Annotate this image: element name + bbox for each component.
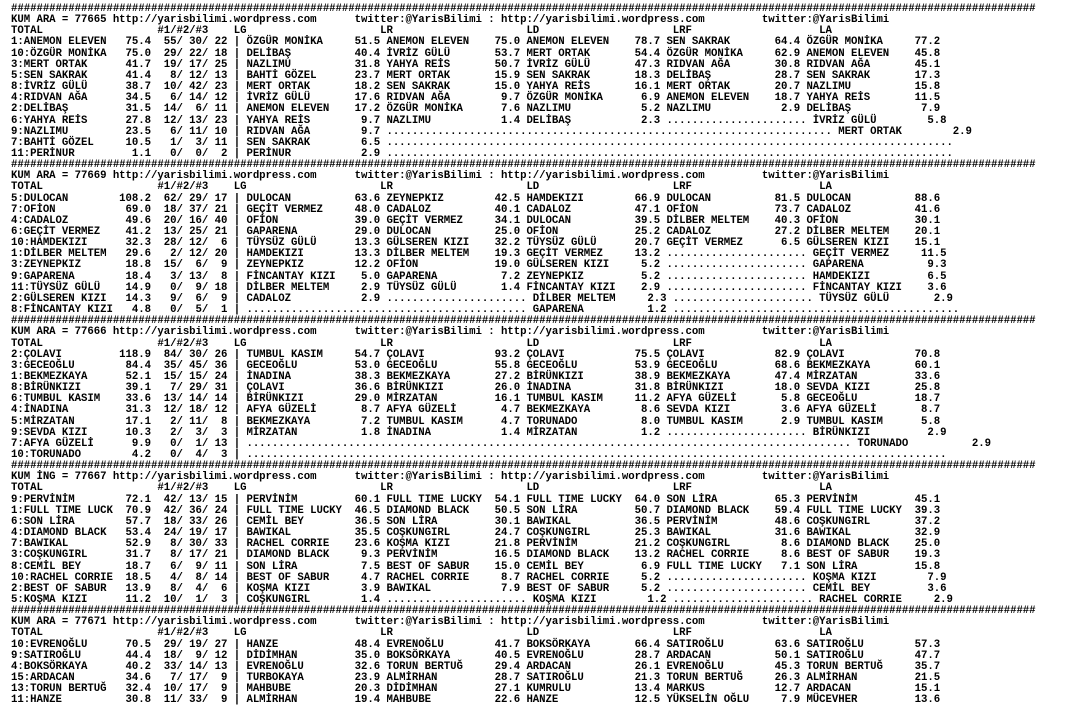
text-line: 1:ANEMON ELEVEN 75.4 55/ 30/ 22 | ÖZGÜR MONİKA 51.5 ANEMON ELEVEN 75.0 ANEMON ELEVEN 78.7 SEN SAKRAK 64.4 ÖZGÜR MONİKA 77.2	[11, 36, 941, 49]
text-line: 7:OFİON 69.0 18/ 37/ 21 | GEÇİT VERMEZ 48.0 CADALOZ 40.1 CADALOZ 47.1 OFİON 73.7 CADALOZ 41.6	[11, 203, 941, 216]
text-line: 5:MİRZATAN 17.1 2/ 11/ 8 | BEKMEZKAYA 7.2 TUMBUL KASIM 4.7 TORUNADO 8.0 TUMBUL KASIM 2.9 TUMBUL KASIM 5.8	[11, 415, 941, 428]
text-line: 2:DELİBAŞ 31.5 14/ 6/ 11 | ANEMON ELEVEN 17.2 ÖZGÜR MONİKA 7.6 NAZLIMU 5.2 NAZLIMU 2.9 DELİBAŞ 7.9	[11, 103, 941, 116]
text-line: 11:PERİNUR 1.1 0/ 0/ 2 | PERİNUR 2.9 .........................................................................................	[11, 147, 953, 160]
text-line: 8:CEMİL BEY 18.7 6/ 9/ 11 | SON LİRA 7.5 BEST OF SABUR 15.0 CEMİL BEY 6.9 FULL TIME LUCKY 7.1 SON LİRA 15.8	[11, 560, 941, 573]
text-line: 3:GECEOĞLU 84.4 35/ 45/ 36 | GECEOĞLU 53.0 GECEOĞLU 55.8 GECEOĞLU 53.9 GECEOĞLU 68.6 BEKMEZKAYA 60.1	[11, 359, 941, 372]
text-line: 10:RACHEL CORRIE 18.5 4/ 8/ 14 | BEST OF SABUR 4.7 RACHEL CORRIE 8.7 RACHEL CORRIE 5.2 ...................... KOŞMA KIZI 7.9	[11, 571, 947, 584]
text-line: TOTAL #1/#2/#3 LG LR LD LRF LA	[11, 25, 832, 38]
text-line: 15:ARDACAN 34.6 7/ 17/ 9 | TURBOKAYA 23.9 ALMİRHAN 28.7 SATIROĞLU 21.3 TORUN BERTUĞ 26.3 ALMİRHAN 21.5	[11, 672, 941, 684]
text-line: 9:SEVDA KIZI 10.3 2/ 3/ 3 | MİRZATAN 1.8 İNADINA 1.4 MİRZATAN 1.2 ...................... BİRÜNKIZI 2.9	[11, 426, 947, 439]
text-line: 5:KOŞMA KIZI 11.2 10/ 1/ 3 | COŞKUNGIRL 1.4 ...................... KOŞMA KIZI 1.2 ...................... RACHEL CORRIE 2.9	[11, 593, 953, 606]
text-line: 9:PERVİNİM 72.1 42/ 13/ 15 | PERVİNİM 60.1 FULL TIME LUCKY 54.1 FULL TIME LUCKY 64.0 SON LİRA 65.3 PERVİNİM 45.1	[11, 493, 941, 506]
text-line: 10:HAMDEKIZI 32.3 28/ 12/ 6 | TÜYSÜZ GÜLÜ 13.3 GÜLSEREN KIZI 32.2 TÜYSÜZ GÜLÜ 20.7 GEÇİT VERMEZ 6.5 GÜLSEREN KIZI 15.1	[11, 237, 941, 250]
text-line: 8:FİNCANTAY KIZI 4.8 0/ 5/ 1 | ............................................ GAPARENA 1.2 .............................................	[11, 304, 960, 317]
text-line: 7:BAHTİ GÖZEL 10.5 1/ 3/ 11 | SEN SAKRAK 6.5 .........................................................................................	[11, 136, 953, 149]
text-line: 10:TORUNADO 4.2 0/ 4/ 3 | ..............................................................................................................	[11, 449, 947, 461]
text-line: 9:NAZLIMU 23.5 6/ 11/ 10 | RIDVAN AĞA 9.7 ...................................................................... MERT ORTAK 2.9	[11, 125, 972, 138]
text-line: 6:YAHYA REİS 27.8 12/ 13/ 23 | YAHYA REİS 9.7 NAZLIMU 1.4 DELİBAŞ 2.3 ...................... İVRİZ GÜLÜ 5.8	[11, 114, 947, 127]
text-line: 3:ZEYNEPKIZ 18.8 15/ 6/ 9 | ZEYNEPKIZ 12.2 OFİON 19.0 GÜLSEREN KIZI 5.2 ...................... GAPARENA 9.3	[11, 259, 947, 272]
text-line: TOTAL #1/#2/#3 LG LR LD LRF LA	[11, 337, 832, 350]
text-line: 5:SEN SAKRAK 41.4 8/ 12/ 13 | BAHTİ GÖZEL 23.7 MERT ORTAK 15.9 SEN SAKRAK 18.3 DELİBAŞ 28.7 SEN SAKRAK 17.3	[11, 69, 941, 82]
text-line: KUM ARA = 77665 http://yarisbilimi.wordpress.com twitter:@YarisBilimi : http://yarisbilimi.wordpress.com twitter:@YarisBilimi	[11, 14, 890, 27]
text-line: 1:FULL TIME LUCK 70.9 42/ 36/ 24 | FULL TIME LUCKY 46.5 DIAMOND BLACK 50.5 SON LİRA 50.7 DIAMOND BLACK 59.4 FULL TIME LUCKY 39.3	[11, 504, 941, 517]
text-line: 6:TUMBUL KASIM 33.6 13/ 14/ 14 | BİRÜNKIZI 29.0 MİRZATAN 16.1 TUMBUL KASIM 11.2 AFYA GÜZELİ 5.8 GECEOĞLU 18.7	[11, 393, 941, 406]
text-line: KUM İNG = 77667 http://yarisbilimi.wordpress.com twitter:@YarisBilimi : http://yarisbilimi.wordpress.com twitter:@YarisBilimi	[11, 471, 890, 484]
text-line: 1:BEKMEZKAYA 52.1 15/ 15/ 24 | İNADINA 38.3 BEKMEZKAYA 27.2 BİRÜNKIZI 38.9 BEKMEZKAYA 47.4 MİRZATAN 33.6	[11, 370, 941, 383]
text-line: 9:SATIROĞLU 44.4 18/ 9/ 12 | DİDİMHAN 35.0 BOKSÖRKAYA 40.5 EVRENOĞLU 28.7 ARDACAN 50.1 SATIROĞLU 47.7	[11, 649, 941, 662]
text-line: 10:ÖZGÜR MONİKA 75.0 29/ 22/ 18 | DELİBAŞ 40.4 İVRİZ GÜLÜ 53.7 MERT ORTAK 54.4 ÖZGÜR MONİKA 62.9 ANEMON ELEVEN 45.8	[11, 47, 941, 60]
text-line: 11:TÜYSÜZ GÜLÜ 14.9 0/ 9/ 18 | DİLBER MELTEM 2.9 TÜYSÜZ GÜLÜ 1.4 FİNCANTAY KIZI 2.9 ...................... FİNCANTAY KIZI 3.6	[11, 281, 947, 294]
text-line: 3:COŞKUNGIRL 31.7 8/ 17/ 21 | DIAMOND BLACK 9.3 PERVİNİM 16.5 DIAMOND BLACK 13.2 RACHEL CORRIE 8.6 BEST OF SABUR 19.3	[11, 549, 941, 562]
text-line: 4:CADALOZ 49.6 20/ 16/ 40 | OFİON 39.0 GEÇİT VERMEZ 34.1 DULOCAN 39.5 DİLBER MELTEM 40.3 OFİON 30.1	[11, 214, 941, 227]
text-line: 8:İVRİZ GÜLÜ 38.7 10/ 42/ 23 | MERT ORTAK 18.2 SEN SAKRAK 15.0 YAHYA REİS 16.1 MERT ORTAK 20.7 NAZLIMU 15.8	[11, 81, 941, 94]
text-line: 5:DULOCAN 108.2 62/ 29/ 17 | DULOCAN 63.6 ZEYNEPKIZ 42.5 HAMDEKIZI 66.9 DULOCAN 81.5 DULOCAN 88.6	[11, 192, 941, 205]
text-line: 9:GAPARENA 18.4 3/ 13/ 8 | FİNCANTAY KIZI 5.0 GAPARENA 7.2 ZEYNEPKIZ 5.2 ...................... HAMDEKIZI 6.5	[11, 270, 947, 283]
text-line: TOTAL #1/#2/#3 LG LR LD LRF LA	[11, 482, 832, 495]
text-line: TOTAL #1/#2/#3 LG LR LD LRF LA	[11, 181, 832, 194]
text-line: 3:MERT ORTAK 41.7 19/ 17/ 25 | NAZLIMU 31.8 YAHYA REİS 50.7 İVRİZ GÜLÜ 47.3 RIDVAN AĞA 30.8 RIDVAN AĞA 45.1	[11, 58, 941, 71]
text-line: 7:AFYA GÜZELİ 9.9 0/ 1/ 13 | ............................................................................................... TORUNADO 2.9	[11, 437, 991, 450]
text-line: 8:BİRÜNKIZI 39.1 7/ 29/ 31 | ÇOLAVI 36.6 BİRÜNKIZI 26.0 İNADINA 31.8 BİRÜNKIZI 18.0 SEVDA KIZI 25.8	[11, 382, 941, 395]
text-line: 4:İNADINA 31.3 12/ 18/ 12 | AFYA GÜZELİ 8.7 AFYA GÜZELİ 4.7 BEKMEZKAYA 8.6 SEVDA KIZI 3.6 AFYA GÜZELİ 8.7	[11, 404, 941, 417]
section-divider: #################################################################################################################################################################	[11, 460, 1036, 473]
text-line: 4:DIAMOND BLACK 53.4 24/ 19/ 17 | BAWIKAL 35.5 COŞKUNGIRL 24.7 COŞKUNGIRL 25.3 BAWIKAL 31.6 BAWIKAL 32.9	[11, 527, 941, 540]
section-divider: #################################################################################################################################################################	[11, 605, 1036, 618]
text-line: 11:HANZE 30.8 11/ 33/ 9 | ALMİRHAN 19.4 MAHBUBE 22.6 HANZE 12.5 YÜKSELİN OĞLU 7.9 MÜCEVHER 13.6	[11, 694, 941, 707]
text-line: 6:GEÇİT VERMEZ 41.2 13/ 25/ 21 | GAPARENA 29.0 DULOCAN 25.0 OFİON 25.2 CADALOZ 27.2 DİLBER MELTEM 20.1	[11, 226, 941, 238]
text-line: 2:BEST OF SABUR 13.9 8/ 4/ 6 | KOŞMA KIZI 3.9 BAWIKAL 7.9 BEST OF SABUR 5.2 ...................... CEMİL BEY 3.6	[11, 582, 947, 595]
text-line: 4:RIDVAN AĞA 34.5 6/ 14/ 12 | İVRİZ GÜLÜ 17.6 RIDVAN AĞA 9.7 ÖZGÜR MONİKA 6.9 ANEMON ELEVEN 18.7 YAHYA REİS 11.5	[11, 92, 941, 105]
text-line: TOTAL #1/#2/#3 LG LR LD LRF LA	[11, 627, 832, 640]
text-line: 10:EVRENOĞLU 70.5 29/ 19/ 27 | HANZE 48.4 EVRENOĞLU 41.7 BOKSÖRKAYA 66.4 SATIROĞLU 63.6 SATIROĞLU 57.3	[11, 638, 941, 651]
text-line: 2:GÜLSEREN KIZI 14.3 9/ 6/ 9 | CADALOZ 2.9 ...................... DİLBER MELTEM 2.3 ...................... TÜYSÜZ GÜLÜ 2.9	[11, 292, 953, 305]
section-divider: #################################################################################################################################################################	[11, 315, 1036, 328]
text-line: KUM ARA = 77671 http://yarisbilimi.wordpress.com twitter:@YarisBilimi : http://yarisbilimi.wordpress.com twitter:@YarisBilimi	[11, 616, 890, 629]
text-line: 4:BOKSÖRKAYA 40.2 33/ 14/ 13 | EVRENOĞLU 32.6 TORUN BERTUĞ 29.4 ARDACAN 26.1 EVRENOĞLU 45.3 TORUN BERTUĞ 35.7	[11, 660, 941, 673]
text-line: 13:TORUN BERTUĞ 32.4 10/ 17/ 9 | MAHBUBE 20.3 DİDİMHAN 27.1 KUMRULU 13.4 MARKUS 12.7 ARDACAN 15.1	[11, 683, 941, 696]
text-line: KUM ARA = 77669 http://yarisbilimi.wordpress.com twitter:@YarisBilimi : http://yarisbilimi.wordpress.com twitter:@YarisBilimi	[11, 170, 890, 183]
section-divider: #################################################################################################################################################################	[11, 3, 1036, 15]
text-line: 1:DİLBER MELTEM 29.6 2/ 12/ 20 | HAMDEKIZI 13.3 DİLBER MELTEM 19.3 GEÇİT VERMEZ 13.2 ...................... GEÇİT VERMEZ 11.5	[11, 248, 947, 261]
text-line: KUM ARA = 77666 http://yarisbilimi.wordpress.com twitter:@YarisBilimi : http://yarisbilimi.wordpress.com twitter:@YarisBilimi	[11, 326, 890, 339]
text-line: 7:BAWIKAL 52.9 8/ 30/ 33 | RACHEL CORRIE 23.6 KOŞMA KIZI 21.8 PERVİNİM 21.2 COŞKUNGIRL 8.6 DIAMOND BLACK 25.0	[11, 538, 941, 551]
section-divider: #################################################################################################################################################################	[11, 159, 1036, 172]
text-line: 2:ÇOLAVI 118.9 84/ 30/ 26 | TUMBUL KASIM 54.7 ÇOLAVI 93.2 ÇOLAVI 75.5 ÇOLAVI 82.9 ÇOLAVI 70.8	[11, 348, 941, 361]
text-line: 6:SON LİRA 57.7 18/ 33/ 26 | CEMİL BEY 36.5 SON LİRA 30.1 BAWIKAL 36.5 PERVİNİM 48.6 COŞKUNGIRL 37.2	[11, 515, 941, 528]
